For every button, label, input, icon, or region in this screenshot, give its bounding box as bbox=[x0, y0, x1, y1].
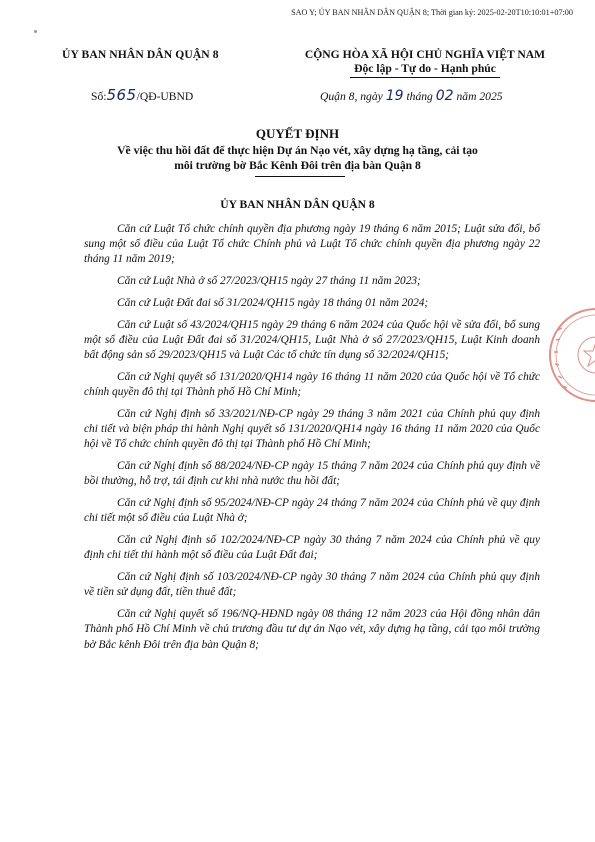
legal-basis-paragraph: Căn cứ Nghị định số 103/2024/NĐ-CP ngày 30 tháng 7 năm 2024 của Chính phủ quy định về tiền sử dụng đất, tiền thuê đất; bbox=[84, 571, 540, 599]
official-seal-stamp bbox=[548, 300, 595, 410]
subject-underline bbox=[255, 176, 345, 177]
date-day-handwritten: 19 bbox=[385, 88, 404, 104]
speck-mark bbox=[34, 30, 37, 33]
document-number-handwritten: 565 bbox=[106, 86, 137, 104]
document-number-prefix: Số: bbox=[91, 90, 107, 103]
legal-basis-paragraph: Căn cứ Nghị quyết số 196/NQ-HĐND ngày 08 tháng 12 năm 2023 của Hội đồng nhân dân Thành phố Hồ Chí Minh về chủ trương đầu tư dự án Nạo vét, xây dựng hạ tầng, cải tạo môi trường bờ Bắc kênh Đôi trên địa bàn Quận 8; bbox=[84, 608, 540, 651]
legal-basis-paragraph: Căn cứ Nghị định số 88/2024/NĐ-CP ngày 15 tháng 7 năm 2024 của Chính phủ quy định về bồi thường, hỗ trợ, tái định cư khi nhà nước thu hồi đất; bbox=[84, 460, 540, 488]
legal-basis-paragraph: Căn cứ Luật Đất đai số 31/2024/QH15 ngày 18 tháng 01 năm 2024; bbox=[117, 297, 429, 309]
legal-basis-paragraph: Căn cứ Luật Tổ chức chính quyền địa phương ngày 19 tháng 6 năm 2015; Luật sửa đổi, bổ sung một số điều của Luật Tổ chức Chính phủ và Luật Tổ chức chính quyền địa phương ngày 22 tháng 11 năm 2019; bbox=[84, 223, 540, 266]
date-month-handwritten: 02 bbox=[435, 88, 454, 104]
digital-signature-stamp: SAO Y; ỦY BAN NHÂN DÂN QUẬN 8; Thời gian ký: 2025-02-20T10:10:01+07:00 bbox=[291, 8, 573, 17]
date-prefix: Quận 8, ngày bbox=[320, 90, 383, 103]
document-title: QUYẾT ĐỊNH bbox=[255, 126, 340, 141]
legal-basis-paragraph: Căn cứ Nghị định số 33/2021/NĐ-CP ngày 29 tháng 3 năm 2021 của Chính phủ quy định chi tiết và biện pháp thi hành Nghị quyết số 131/2020/QH14 ngày 16 tháng 11 năm 2020 của Quốc hội về Tổ chức chính quyền đô thị tại Thành phố Hồ Chí Minh; bbox=[84, 408, 540, 451]
date-suffix: năm 2025 bbox=[456, 90, 503, 103]
legal-basis-paragraph: Căn cứ Nghị quyết số 131/2020/QH14 ngày 16 tháng 11 năm 2020 của Quốc hội về Tổ chức chính quyền đô thị tại Thành phố Hồ Chí Minh; bbox=[84, 371, 540, 399]
document-date bbox=[320, 88, 503, 104]
national-title: CỘNG HÒA XÃ HỘI CHỦ NGHĨA VIỆT NAM bbox=[304, 48, 546, 61]
document-number bbox=[91, 86, 193, 104]
document-number-suffix: /QĐ-UBND bbox=[136, 90, 194, 103]
legal-basis-paragraph: Căn cứ Luật số 43/2024/QH15 ngày 29 tháng 6 năm 2024 của Quốc hội về sửa đổi, bổ sung một số điều của Luật Đất đai số 31/2024/QH15, Luật Nhà ở số 27/2023/QH15, Luật Kinh doanh bất động sản số 29/2023/QH15 và Luật Các tổ chức tín dụng số 32/2024/QH15; bbox=[84, 318, 540, 362]
motto-underline bbox=[350, 77, 500, 78]
issuing-agency: ỦY BAN NHÂN DÂN QUẬN 8 bbox=[62, 48, 219, 61]
national-motto: Độc lập - Tự do - Hạnh phúc bbox=[354, 62, 496, 75]
legal-basis-list bbox=[84, 222, 540, 659]
issuing-authority-heading: ỦY BAN NHÂN DÂN QUẬN 8 bbox=[220, 198, 375, 211]
document-subject-line-1: Về việc thu hồi đất để thực hiện Dự án Nạo vét, xây dựng hạ tầng, cải tạo bbox=[117, 144, 478, 157]
date-month-label: tháng bbox=[406, 90, 433, 103]
legal-basis-paragraph: Căn cứ Nghị định số 102/2024/NĐ-CP ngày 30 tháng 7 năm 2024 của Chính phủ về quy định chi tiết thi hành một số điều của Luật Đất đai; bbox=[84, 534, 540, 562]
document-subject-line-2: môi trường bờ Bắc Kênh Đôi trên địa bàn Quận 8 bbox=[174, 159, 421, 172]
legal-basis-paragraph: Căn cứ Nghị định số 95/2024/NĐ-CP ngày 24 tháng 7 năm 2024 của Chính phủ về quy định chi tiết một số điều của Luật Nhà ở; bbox=[84, 497, 540, 525]
legal-basis-paragraph: Căn cứ Luật Nhà ở số 27/2023/QH15 ngày 27 tháng 11 năm 2023; bbox=[117, 275, 421, 288]
